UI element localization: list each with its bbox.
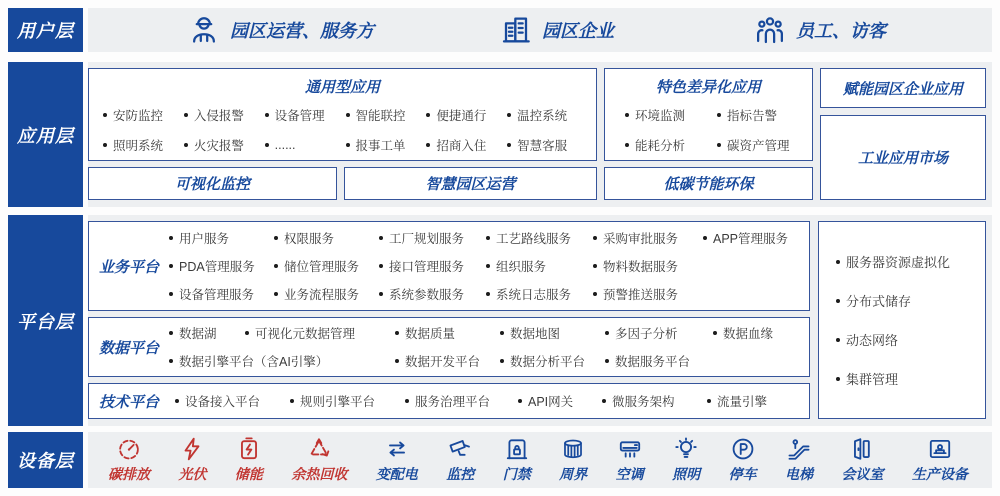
list-item: 预警推送服务 (593, 285, 703, 303)
bullet-icon (836, 260, 840, 264)
user-group-enterprises (500, 8, 614, 52)
low-carbon-banner: 低碳节能环保 (604, 167, 813, 200)
people-group-icon (754, 14, 786, 46)
infrastructure-box (818, 221, 986, 419)
list-item: 温控系统 (507, 106, 588, 124)
data-platform-list (169, 319, 809, 375)
general-applications-box (88, 68, 597, 161)
device-door-access: 门禁 (503, 436, 531, 484)
list-item: 数据服务平台 (605, 352, 713, 370)
bullet-icon (625, 143, 629, 147)
data-platform-box (88, 317, 810, 377)
list-item: 指标告警 (717, 106, 806, 124)
application-layer (8, 62, 992, 207)
bullet-icon (274, 292, 278, 296)
gauge-icon (116, 436, 142, 462)
device-power-distribution: 变配电 (376, 436, 418, 484)
list-item: 数据引擎平台（含AI引擎） (169, 352, 395, 370)
bullet-icon (500, 359, 504, 363)
device-energy-storage: 储能 (235, 436, 263, 484)
user-group-operators (188, 8, 374, 52)
business-platform-box (88, 221, 810, 311)
bullet-icon (836, 377, 840, 381)
business-row (169, 280, 809, 308)
data-row (169, 319, 809, 347)
smart-park-operation-banner: 智慧园区运营 (344, 167, 597, 200)
list-item: 权限服务 (274, 229, 379, 247)
bullet-icon (405, 399, 409, 403)
bullet-icon (707, 399, 711, 403)
bullet-icon (426, 113, 430, 117)
recycle-icon (306, 436, 332, 462)
bullet-icon (713, 331, 717, 335)
list-item: 安防监控 (103, 106, 184, 124)
bullet-icon (169, 292, 173, 296)
industrial-app-market-box: 工业应用市场 (820, 115, 986, 200)
building-icon (500, 14, 532, 46)
list-item: 设备接入平台 (175, 392, 290, 410)
operator-icon (188, 14, 220, 46)
bullet-icon (836, 299, 840, 303)
bullet-icon (593, 292, 597, 296)
device-layer-body (88, 432, 992, 488)
list-item: 报事工单 (346, 136, 427, 154)
device-waste-heat-recovery: 余热回收 (291, 436, 347, 484)
list-item: 智能联控 (346, 106, 427, 124)
escalator-icon (786, 436, 812, 462)
data-platform-title: 数据平台 (98, 339, 159, 357)
bullet-icon (507, 143, 511, 147)
bullet-icon (703, 236, 707, 240)
differentiated-applications-list (605, 97, 812, 154)
user-layer-label (8, 8, 83, 52)
business-row (169, 252, 809, 280)
bullet-icon (605, 331, 609, 335)
door-access-icon (504, 436, 530, 462)
list-item: 设备管理 (265, 106, 346, 124)
list-item: 多因子分析 (605, 324, 713, 342)
list-item: 设备管理服务 (169, 285, 274, 303)
list-item: 采购审批服务 (593, 229, 703, 247)
list-item: 工艺路线服务 (486, 229, 593, 247)
platform-layer-label-text: 平台层 (17, 311, 74, 332)
lightning-icon (179, 436, 205, 462)
list-item: 系统参数服务 (379, 285, 486, 303)
bullet-icon (175, 399, 179, 403)
data-row (169, 347, 809, 375)
bullet-icon (290, 399, 294, 403)
bullet-icon (245, 331, 249, 335)
platform-layer (8, 215, 992, 426)
list-item: ...... (265, 136, 346, 154)
device-perimeter: 周界 (559, 436, 587, 484)
list-item: 微服务架构 (602, 392, 707, 410)
battery-storage-icon (236, 436, 262, 462)
bullet-icon (265, 143, 269, 147)
bullet-icon (605, 359, 609, 363)
list-item: 入侵报警 (184, 106, 265, 124)
application-layer-body (88, 62, 992, 207)
device-layer (8, 432, 992, 488)
platform-layer-body (88, 215, 992, 426)
bullet-icon (265, 113, 269, 117)
list-item: 碳资产管理 (717, 136, 806, 154)
device-meeting-room: 会议室 (841, 436, 883, 484)
list-item: 接口管理服务 (379, 257, 486, 275)
list-item: 集群管理 (836, 369, 985, 388)
bullet-icon (103, 113, 107, 117)
bullet-icon (486, 264, 490, 268)
bullet-icon (395, 359, 399, 363)
business-row (169, 224, 809, 252)
bullet-icon (717, 143, 721, 147)
list-item: 数据地图 (500, 324, 605, 342)
list-item: 储位管理服务 (274, 257, 379, 275)
bullet-icon (169, 264, 173, 268)
device-carbon-emission: 碳排放 (108, 436, 150, 484)
perimeter-icon (560, 436, 586, 462)
light-bulb-icon (673, 436, 699, 462)
list-item: 招商入住 (426, 136, 507, 154)
device-parking: 停车 (729, 436, 757, 484)
list-item: 数据分析平台 (500, 352, 605, 370)
bullet-icon (346, 113, 350, 117)
meeting-room-icon (849, 436, 875, 462)
bullet-icon (486, 292, 490, 296)
user-group-label: 园区运营、服务方 (230, 21, 374, 41)
technology-platform-box (88, 383, 810, 419)
list-item: 数据开发平台 (395, 352, 500, 370)
bullet-icon (169, 331, 173, 335)
application-layer-label-text: 应用层 (17, 125, 74, 146)
list-item: 规则引擎平台 (290, 392, 405, 410)
list-item: 数据血缘 (713, 324, 809, 342)
business-platform-title: 业务平台 (98, 258, 159, 276)
list-item: 可视化元数据管理 (245, 324, 395, 342)
air-conditioner-icon (617, 436, 643, 462)
user-layer (8, 8, 992, 52)
list-item: 工厂规划服务 (379, 229, 486, 247)
list-item: APP管理服务 (703, 229, 809, 247)
bullet-icon (836, 338, 840, 342)
bullet-icon (717, 113, 721, 117)
application-layer-label (8, 62, 83, 207)
bullet-icon (379, 292, 383, 296)
transfer-arrows-icon (384, 436, 410, 462)
bullet-icon (593, 264, 597, 268)
device-photovoltaic: 光伏 (178, 436, 206, 484)
bullet-icon (426, 143, 430, 147)
bullet-icon (486, 236, 490, 240)
list-item: 数据质量 (395, 324, 500, 342)
list-item: 业务流程服务 (274, 285, 379, 303)
bullet-icon (169, 359, 173, 363)
platform-layer-label (8, 215, 83, 426)
bullet-icon (395, 331, 399, 335)
technology-platform-list (169, 387, 809, 415)
device-layer-label (8, 432, 83, 488)
technology-platform-title: 技术平台 (98, 393, 159, 411)
list-item: 服务治理平台 (405, 392, 518, 410)
list-item: 动态网络 (836, 330, 985, 349)
bullet-icon (169, 236, 173, 240)
list-item: 组织服务 (486, 257, 593, 275)
device-production-equipment: 生产设备 (912, 436, 968, 484)
bullet-icon (518, 399, 522, 403)
enterprise-enablement-box: 赋能园区企业应用 (820, 68, 986, 108)
differentiated-applications-title: 特色差异化应用 (655, 79, 761, 96)
list-item: 系统日志服务 (486, 285, 593, 303)
bullet-icon (184, 143, 188, 147)
list-item: 用户服务 (169, 229, 274, 247)
general-applications-list (89, 97, 596, 154)
list-item: API网关 (518, 392, 602, 410)
bullet-icon (379, 236, 383, 240)
bullet-icon (103, 143, 107, 147)
visual-monitoring-banner: 可视化监控 (88, 167, 337, 200)
bullet-icon (602, 399, 606, 403)
user-layer-label-text: 用户层 (17, 21, 74, 41)
business-platform-list (169, 224, 809, 308)
bullet-icon (593, 236, 597, 240)
device-air-conditioning: 空调 (616, 436, 644, 484)
device-layer-label-text: 设备层 (17, 451, 74, 471)
list-item: 智慧客服 (507, 136, 588, 154)
parking-icon (730, 436, 756, 462)
list-item: 照明系统 (103, 136, 184, 154)
user-group-label: 员工、访客 (796, 21, 886, 41)
tech-row (169, 387, 809, 415)
bullet-icon (379, 264, 383, 268)
bullet-icon (274, 236, 278, 240)
list-item: 流量引擎 (707, 392, 809, 410)
list-item: 火灾报警 (184, 136, 265, 154)
bullet-icon (184, 113, 188, 117)
bullet-icon (346, 143, 350, 147)
user-layer-body (88, 8, 992, 52)
device-elevator: 电梯 (785, 436, 813, 484)
list-item: 服务器资源虚拟化 (836, 252, 985, 271)
user-group-label: 园区企业 (542, 21, 614, 41)
bullet-icon (625, 113, 629, 117)
user-group-staff-visitors (754, 8, 886, 52)
cctv-icon (447, 436, 473, 462)
list-item: 便捷通行 (426, 106, 507, 124)
differentiated-applications-box (604, 68, 813, 161)
list-item: 环境监测 (625, 106, 717, 124)
list-item: 能耗分析 (625, 136, 717, 154)
list-item: 数据湖 (169, 324, 245, 342)
bullet-icon (274, 264, 278, 268)
bullet-icon (507, 113, 511, 117)
bullet-icon (500, 331, 504, 335)
list-item: 分布式储存 (836, 291, 985, 310)
general-applications-title: 通用型应用 (304, 79, 380, 96)
list-item: PDA管理服务 (169, 257, 274, 275)
list-item: 物料数据服务 (593, 257, 703, 275)
device-lighting: 照明 (672, 436, 700, 484)
device-surveillance: 监控 (446, 436, 474, 484)
production-machine-icon (927, 436, 953, 462)
